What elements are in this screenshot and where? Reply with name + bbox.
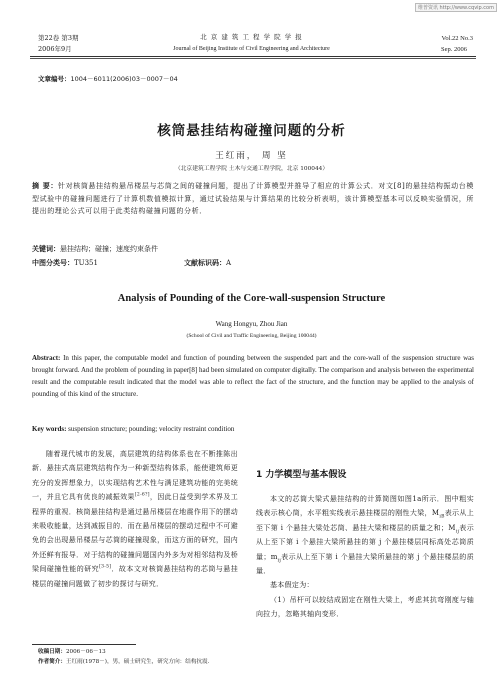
clc-label: 中图分类号： — [32, 259, 74, 267]
section-1-title: 1 力学模型与基本假设 — [256, 470, 347, 480]
abstract-en-text: In this paper, the computable model and function of pounding between the suspended part and the core-wall of the suspension structure was brought forward. And the problem of pounding in paper[8] had been simulated on computer digitally. The comparison and analysis between the experimental result and the computable result indicated that the model was able to reflect the fact of the structure, and the function may be applied to the analysis of pounding of this kind of the structure. — [32, 354, 474, 398]
journal-cn: 北 京 建 筑 工 程 学 院 学 报 — [200, 33, 303, 41]
footnote-rule — [32, 644, 136, 645]
affiliation-en: (School of Civil and Traffic Engineering, Beijing 100044) — [186, 333, 317, 339]
volume-en: Vol.22 No.3 — [441, 35, 473, 42]
keywords-cn — [32, 244, 158, 254]
sub-ij: ij — [455, 529, 460, 535]
keywords-cn-text: 悬挂结构；碰撞；速度约束条件 — [60, 245, 158, 253]
article-number — [38, 74, 178, 83]
intro-text-b: ，因此日益受到学术界及工程界的重视．核筒悬挂结构是通过悬吊楼层在地震作用下的摆动来吸收能量，达到减振目的．而在悬吊楼层的摆动过程中不可避免的会出现悬吊楼层与芯筒的碰撞现象，而这方面的研究，国内外还鲜有报导．对于结构的碰撞问题国内外多为对相邻结构及桥梁间碰撞性能的研究 — [32, 493, 238, 574]
received-date — [38, 648, 106, 657]
abstract-en — [32, 352, 474, 400]
keywords-en-text: suspension structure; pounding; velocity restraint condition — [68, 425, 235, 433]
title-en: Analysis of Pounding of the Core-wall-suspension Structure — [117, 293, 386, 304]
model-text-a: 本文的芯筒大梁式悬挂结构的计算简图如图1a所示．图中粗实线表示核心筒，水平粗实线表示悬挂楼层的刚性大梁，M — [256, 495, 474, 518]
author-bio — [38, 658, 213, 667]
received-value: 2006－06－13 — [65, 649, 106, 655]
intro-text-a: 随着现代城市的发展，高层建筑的结构体系也在不断推陈出新．悬挂式高层建筑结构作为一种新型结构体系，能使建筑师更充分的发挥想象力，以实现结构艺术性与满足建筑功能的完美统一，并且它具有优良的减振效果 — [32, 450, 238, 502]
doc-code-value: A — [226, 259, 232, 267]
affiliation-cn: （北京建筑工程学院 土木与交通工程学院，北京 100044） — [174, 166, 329, 172]
abstract-cn-text: 针对核筒悬挂结构悬吊楼层与芯筒之间的碰撞问题，提出了计算模型并推导了相应的计算公式．对文[8]的悬挂结构振动台模型试验中的碰撞问题进行了计算机数值模拟计算，通过试验结果与计算结果的比较分析表明，该计算模型基本可以反映实验情况，所提出的理论公式可以用于此类结构碰撞问题的分析． — [32, 182, 474, 215]
title-cn: 核筒悬挂结构碰撞问题的分析 — [157, 123, 346, 139]
model-text-c: 表示从上至下第 i 个悬挂大梁所悬挂的第 j 个悬挂楼层同标高处芯筒质量；m — [256, 523, 474, 561]
keywords-en-label: Key words: — [32, 425, 67, 433]
doc-code-label: 文献标识码： — [184, 259, 226, 267]
abstract-en-label: Abstract: — [32, 354, 61, 362]
received-label: 收稿日期： — [38, 649, 66, 655]
journal-en: Journal of Beijing Institute of Civil Engineering and Architecture — [173, 46, 330, 52]
authors-en: Wang Hongyu, Zhou Jian — [215, 320, 288, 328]
model-column — [256, 492, 474, 622]
intro-paragraph — [32, 447, 238, 591]
header-rule — [30, 56, 476, 57]
model-text-d: 表示从上至下第 i 个悬挂大梁所悬挂的第 j 个悬挂楼层的质量． — [256, 552, 474, 576]
abstract-cn-label: 摘 要： — [32, 182, 58, 190]
author-bio-value: 王红雨(1978－)，男，硕士研究生，研究方向：结构抗震． — [65, 659, 214, 665]
author-bio-label: 作者简介： — [38, 659, 66, 665]
clc-number — [32, 258, 98, 268]
keywords-en — [32, 425, 234, 433]
assumption-heading: 基本假定为： — [270, 581, 314, 590]
keywords-cn-label: 关键词： — [32, 245, 60, 253]
citation-1[interactable]: [2-6?] — [134, 492, 150, 498]
sub-ij-2: ij — [277, 558, 282, 564]
article-number-label: 文章编号： — [38, 75, 71, 83]
model-text-b: 表示从上至下第 i 个悬挂大梁处芯筒、悬挂大梁和楼层的质量之和；M — [256, 509, 474, 532]
document-code — [184, 258, 231, 268]
intro-text-c: ．故本文对核筒悬挂结构的芯筒与悬挂楼层的碰撞问题做了初步的探讨与研究． — [32, 565, 238, 588]
abstract-cn — [32, 180, 474, 218]
date-cn: 2006年9月 — [38, 45, 72, 53]
issue-cn: 第22卷 第3期 — [38, 34, 79, 42]
article-number-value: 1004－6011(2006)03－0007－04 — [70, 75, 178, 83]
citation-2[interactable]: [3-5] — [99, 564, 112, 570]
sub-iB: iB — [439, 514, 445, 520]
date-en: Sep. 2006 — [441, 46, 467, 53]
clc-value: TU351 — [74, 259, 98, 267]
header-rule-thin — [30, 58, 476, 59]
watermark: 维普资讯 http://www.cqvip.com — [415, 3, 497, 12]
intro-column — [32, 447, 238, 591]
assumption-1: （1）吊杆可以较结成固定在刚性大梁上，考虑其抗弯刚度与轴向拉力，忽略其轴向变形． — [256, 595, 474, 619]
authors-cn: 王红雨， 周 坚 — [215, 151, 288, 161]
model-paragraph — [256, 492, 474, 578]
